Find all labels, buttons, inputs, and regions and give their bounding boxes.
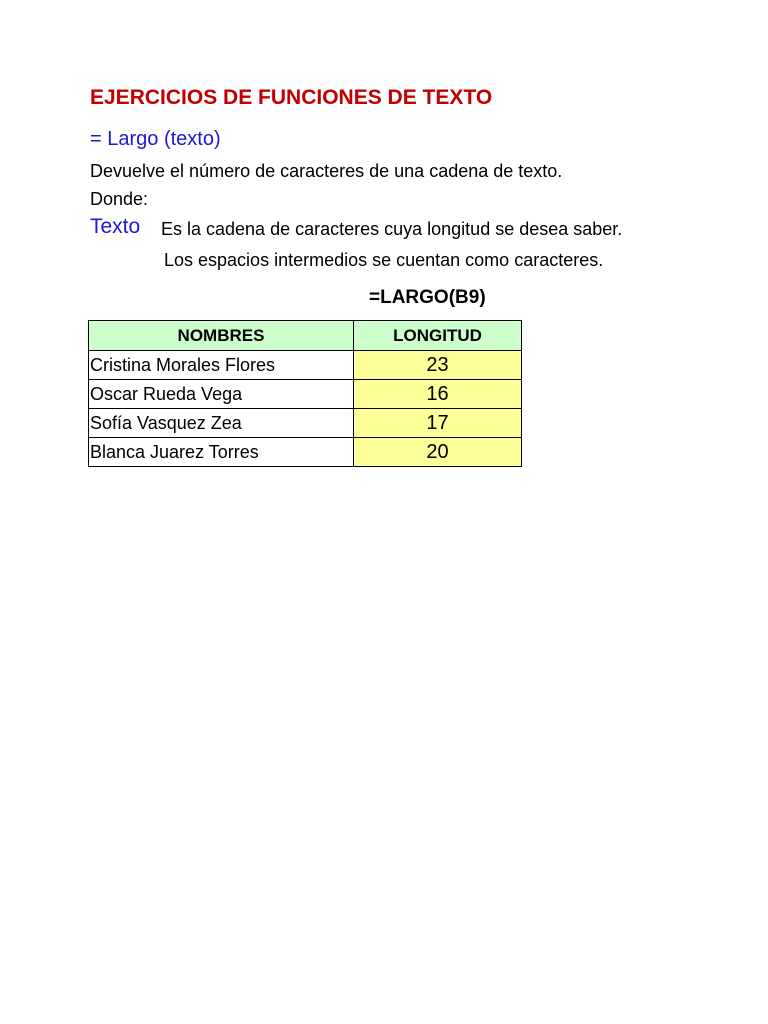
page-title: EJERCICIOS DE FUNCIONES DE TEXTO bbox=[90, 86, 493, 109]
param-label: Texto bbox=[90, 215, 141, 238]
length-cell[interactable]: 20 bbox=[354, 438, 522, 467]
formula-label: =LARGO(B9) bbox=[369, 287, 486, 308]
param-description: Es la cadena de caracteres cuya longitud se desea saber. bbox=[161, 219, 623, 239]
donde-label: Donde: bbox=[90, 189, 149, 209]
name-cell[interactable]: Blanca Juarez Torres bbox=[89, 438, 354, 467]
name-cell[interactable]: Cristina Morales Flores bbox=[89, 351, 354, 380]
table-row bbox=[89, 380, 522, 409]
param-note: Los espacios intermedios se cuentan como caracteres. bbox=[164, 250, 604, 270]
length-cell[interactable]: 23 bbox=[354, 351, 522, 380]
table-row bbox=[89, 351, 522, 380]
function-name: = Largo (texto) bbox=[90, 128, 221, 150]
table-row bbox=[89, 438, 522, 467]
length-cell[interactable]: 17 bbox=[354, 409, 522, 438]
table-header-row bbox=[89, 321, 522, 351]
header-nombres: NOMBRES bbox=[89, 321, 354, 351]
table-row bbox=[89, 409, 522, 438]
function-description: Devuelve el número de caracteres de una cadena de texto. bbox=[90, 161, 563, 181]
name-cell[interactable]: Oscar Rueda Vega bbox=[89, 380, 354, 409]
length-cell[interactable]: 16 bbox=[354, 380, 522, 409]
lengths-table bbox=[88, 320, 522, 467]
name-cell[interactable]: Sofía Vasquez Zea bbox=[89, 409, 354, 438]
header-longitud: LONGITUD bbox=[354, 321, 522, 351]
